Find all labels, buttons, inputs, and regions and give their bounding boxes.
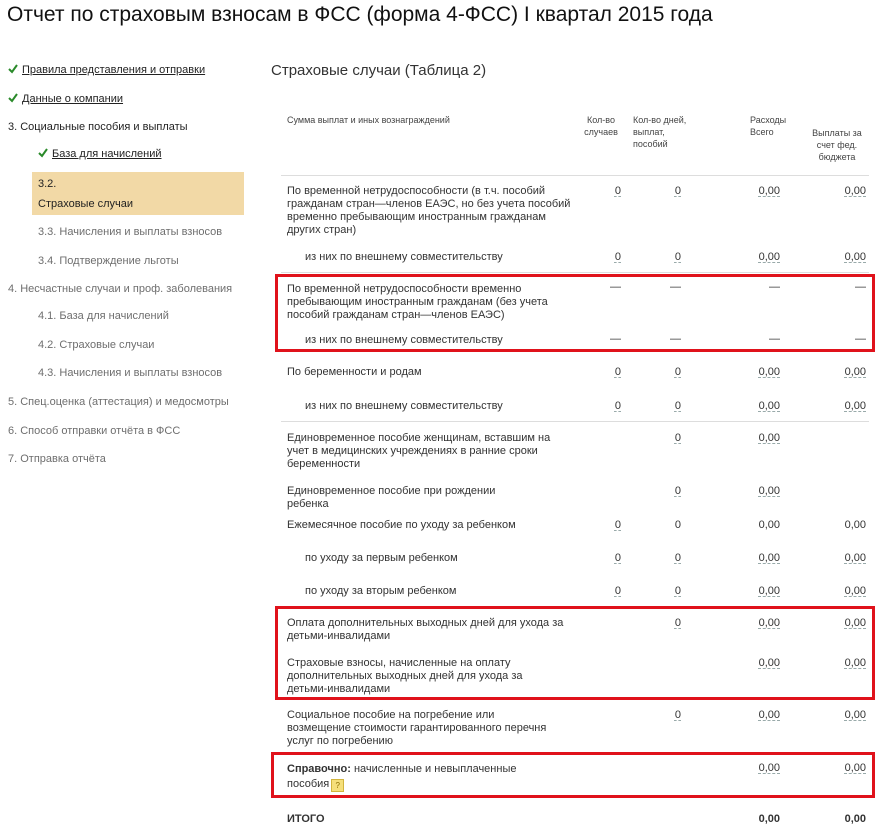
- nav-item-insurance-cases-selected[interactable]: [32, 172, 244, 215]
- days-input[interactable]: 0: [674, 709, 681, 721]
- row-divider: [281, 421, 869, 422]
- row-label-external-part-time: из них по внешнему совместительству: [305, 251, 503, 263]
- check-icon: [8, 93, 18, 103]
- reference-label-text: начисленные и невыплаченные пособия: [287, 763, 517, 790]
- nav-item-benefit-proof[interactable]: 3.4. Подтверждение льготы: [38, 255, 179, 267]
- header-expenses: [750, 114, 786, 138]
- reference-label-bold: Справочно:: [287, 763, 351, 775]
- row-label-insurance-contributions-extra-days: Страховые взносы, начисленные на оплату дополнительных выходных дней для ухода за детьми-инвалидами: [287, 657, 523, 695]
- section-title: Страховые случаи (Таблица 2): [271, 62, 487, 79]
- row-label-birth-benefit: Единовременное пособие при рождении ребенка: [287, 485, 496, 510]
- cases-value: —: [610, 281, 621, 293]
- nav-item-label[interactable]: База для начислений: [52, 148, 162, 160]
- header-federal-line: бюджета: [818, 152, 856, 162]
- row-label-reference-unpaid: [287, 762, 557, 792]
- help-icon[interactable]: ?: [331, 779, 344, 792]
- header-days-line: выплат,: [633, 127, 665, 137]
- cases-input[interactable]: 0: [614, 519, 621, 531]
- header-days: [633, 114, 703, 150]
- nav-item-accidents[interactable]: 4. Несчастные случаи и проф. заболевания: [8, 283, 233, 295]
- federal-input[interactable]: 0,00: [844, 366, 866, 378]
- total-expenses: 0,00: [758, 813, 780, 825]
- nav-item-contributions[interactable]: 3.3. Начисления и выплаты взносов: [38, 226, 223, 238]
- expenses-input[interactable]: 0,00: [758, 617, 780, 629]
- expenses-input[interactable]: 0,00: [758, 657, 780, 669]
- days-value: —: [670, 333, 681, 345]
- nav-item-company[interactable]: [8, 93, 123, 105]
- expenses-input[interactable]: 0,00: [758, 552, 780, 564]
- row-label-second-child: по уходу за вторым ребенком: [305, 585, 457, 597]
- cases-input[interactable]: 0: [614, 366, 621, 378]
- header-cases-line: случаев: [584, 127, 618, 137]
- federal-input[interactable]: 0,00: [844, 709, 866, 721]
- days-input[interactable]: 0: [674, 432, 681, 444]
- federal-input[interactable]: 0,00: [844, 552, 866, 564]
- expenses-input[interactable]: 0,00: [758, 585, 780, 597]
- check-icon: [38, 148, 48, 158]
- days-input[interactable]: 0: [674, 251, 681, 263]
- header-days-line: Кол-во дней,: [633, 115, 687, 125]
- header-expenses-line: Всего: [750, 127, 774, 137]
- total-label: ИТОГО: [287, 813, 325, 825]
- expenses-input[interactable]: 0,00: [758, 251, 780, 263]
- days-input[interactable]: 0: [674, 552, 681, 564]
- days-input[interactable]: 0: [674, 617, 681, 629]
- row-label-childcare: Ежемесячное пособие по уходу за ребенком: [287, 519, 516, 531]
- federal-input[interactable]: 0,00: [844, 657, 866, 669]
- nav-item-base[interactable]: [38, 148, 162, 160]
- row-label-external-part-time: из них по внешнему совместительству: [305, 334, 503, 346]
- nav-item-accidents-base[interactable]: 4.1. База для начислений: [38, 310, 169, 322]
- row-label-funeral: Социальное пособие на погребение или возмещение стоимости гарантированного перечня услуг по погребению: [287, 709, 547, 747]
- nav-item-rules[interactable]: [8, 64, 205, 76]
- nav-item-label: Страховые случаи: [38, 198, 134, 210]
- row-label-external-part-time: из них по внешнему совместительству: [305, 400, 503, 412]
- cases-input[interactable]: 0: [614, 400, 621, 412]
- nav-item-send-report[interactable]: 7. Отправка отчёта: [8, 453, 106, 465]
- cases-input[interactable]: 0: [614, 185, 621, 197]
- federal-input[interactable]: 0,00: [844, 617, 866, 629]
- header-federal: [804, 127, 870, 163]
- expenses-value: —: [769, 281, 780, 293]
- expenses-input[interactable]: 0,00: [758, 366, 780, 378]
- header-days-line: пособий: [633, 139, 668, 149]
- row-divider: [281, 272, 869, 273]
- cases-value: —: [610, 333, 621, 345]
- row-label-foreign-citizens: По временной нетрудоспособности временно пребывающим иностранным гражданам (без учета пособий гражданам стран—членов ЕАЭС): [287, 283, 548, 321]
- expenses-value: 0,00: [758, 519, 780, 531]
- header-expenses-line: Расходы: [750, 115, 787, 125]
- days-value: —: [670, 281, 681, 293]
- days-input[interactable]: 0: [674, 485, 681, 497]
- cases-input[interactable]: 0: [614, 251, 621, 263]
- row-label-first-child: по уходу за первым ребенком: [305, 552, 458, 564]
- federal-input[interactable]: 0,00: [844, 762, 866, 774]
- total-federal: 0,00: [844, 813, 866, 825]
- nav-item-social[interactable]: 3. Социальные пособия и выплаты: [8, 121, 188, 133]
- check-icon: [8, 64, 18, 74]
- expenses-input[interactable]: 0,00: [758, 709, 780, 721]
- federal-input[interactable]: 0,00: [844, 251, 866, 263]
- header-federal-line: Выплаты за: [812, 128, 862, 138]
- days-value: 0: [674, 519, 681, 531]
- cases-input[interactable]: 0: [614, 552, 621, 564]
- expenses-input[interactable]: 0,00: [758, 400, 780, 412]
- federal-input[interactable]: 0,00: [844, 400, 866, 412]
- header-cases: [576, 114, 626, 138]
- header-cases-line: Кол-во: [587, 115, 615, 125]
- days-input[interactable]: 0: [674, 366, 681, 378]
- nav-item-send-method[interactable]: 6. Способ отправки отчёта в ФСС: [8, 425, 181, 437]
- page-title: Отчет по страховым взносам в ФСС (форма 4-ФСС) I квартал 2015 года: [7, 3, 713, 26]
- federal-input[interactable]: 0,00: [844, 185, 866, 197]
- expenses-input[interactable]: 0,00: [758, 485, 780, 497]
- row-label-extra-days-disabled: Оплата дополнительных выходных дней для ухода за детьми-инвалидами: [287, 617, 564, 642]
- nav-item-accidents-contributions[interactable]: 4.3. Начисления и выплаты взносов: [38, 367, 223, 379]
- expenses-input[interactable]: 0,00: [758, 185, 780, 197]
- row-label-early-pregnancy: Единовременное пособие женщинам, вставшим на учет в медицинских учреждениях в ранние сроки беременности: [287, 432, 551, 470]
- expenses-input[interactable]: 0,00: [758, 432, 780, 444]
- cases-input[interactable]: 0: [614, 585, 621, 597]
- federal-input[interactable]: 0,00: [844, 585, 866, 597]
- days-input[interactable]: 0: [674, 585, 681, 597]
- days-input[interactable]: 0: [674, 185, 681, 197]
- federal-value: —: [855, 333, 866, 345]
- expenses-value: —: [769, 333, 780, 345]
- nav-item-accidents-cases[interactable]: 4.2. Страховые случаи: [38, 339, 155, 351]
- row-label-temporary-disability: По временной нетрудоспособности (в т.ч. пособий гражданам стран—членов ЕАЭС, но без учета пособий временно пребывающим иностранным гражданам других стран): [287, 185, 571, 236]
- days-input[interactable]: 0: [674, 400, 681, 412]
- row-label-maternity: По беременности и родам: [287, 366, 422, 378]
- header-federal-line: счет фед.: [816, 140, 858, 150]
- header-amount: Сумма выплат и иных вознаграждений: [287, 115, 450, 125]
- expenses-input[interactable]: 0,00: [758, 762, 780, 774]
- nav-item-special-assessment[interactable]: 5. Спец.оценка (аттестация) и медосмотры: [8, 396, 229, 408]
- nav-item-label[interactable]: Правила представления и отправки: [22, 64, 206, 76]
- header-divider: [281, 175, 869, 176]
- federal-value: —: [855, 281, 866, 293]
- federal-value: 0,00: [844, 519, 866, 531]
- nav-item-number: 3.2.: [38, 178, 57, 190]
- nav-item-label[interactable]: Данные о компании: [22, 93, 124, 105]
